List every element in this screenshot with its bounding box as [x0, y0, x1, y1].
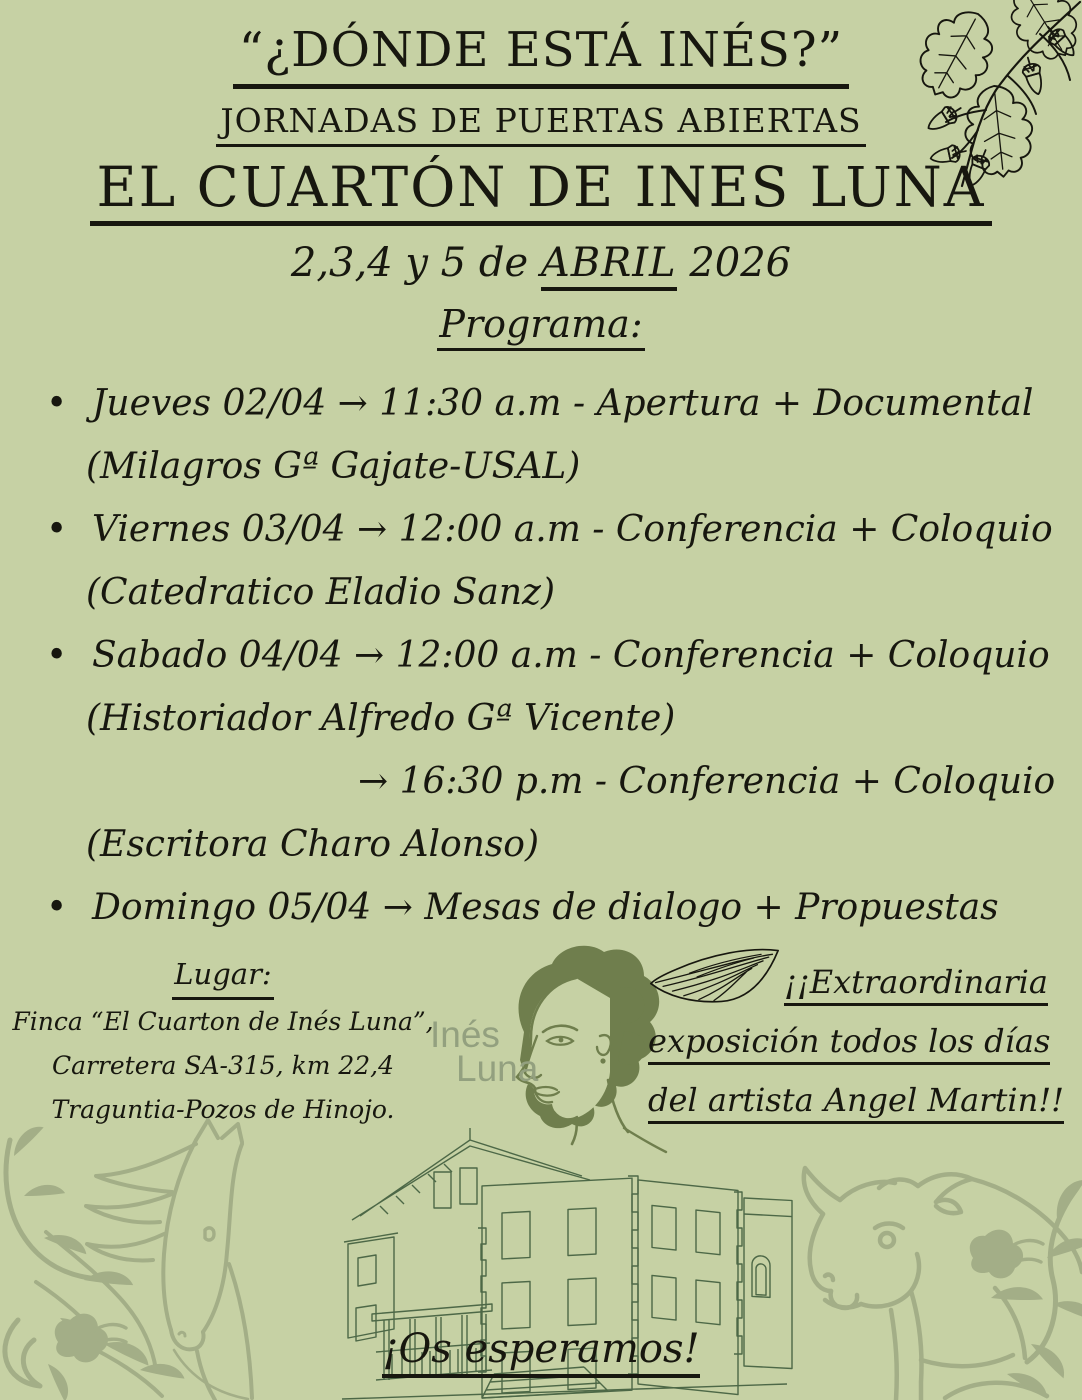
program-item-text: Domingo 05/04 → Mesas de dialogo + Propuestas	[92, 887, 999, 928]
program-item	[40, 498, 1066, 624]
poster-title: “¿DÓNDE ESTÁ INÉS?”	[233, 22, 849, 89]
bullet-dot: •	[46, 635, 68, 676]
program-item-text: Viernes 03/04 → 12:00 a.m - Conferencia + Coloquio	[92, 509, 1053, 550]
date-prefix: 2,3,4 y 5 de	[290, 240, 541, 286]
portrait-name-label	[430, 1014, 539, 1089]
program-list	[40, 372, 1066, 939]
exhibition-line: exposición todos los días	[648, 1022, 1050, 1065]
date-month: ABRIL	[541, 240, 677, 291]
footer	[0, 1326, 1082, 1372]
venue-line: Traguntia-Pozos de Hinojo.	[51, 1095, 395, 1124]
venue-heading: Lugar:	[172, 952, 273, 1000]
program-item-detail: (Historiador Alfredo Gª Vicente)	[86, 698, 676, 739]
program-item	[40, 750, 1066, 876]
program-item	[40, 372, 1066, 498]
exhibition-line: ¡¡Extraordinaria	[784, 963, 1048, 1006]
bullet-dot: •	[46, 383, 68, 424]
main-title: EL CUARTÓN DE INES LUNA	[90, 155, 991, 226]
program-item-text: Jueves 02/04 → 11:30 a.m - Apertura + Documental	[92, 383, 1034, 424]
footer-message: ¡Os esperamos!	[382, 1326, 699, 1378]
portrait-name-line: Inés	[430, 1014, 500, 1055]
program-item-detail: (Escritora Charo Alonso)	[86, 824, 540, 865]
venue-line: Finca “El Cuarton de Inés Luna”,	[12, 1007, 434, 1036]
date-year: 2026	[676, 240, 792, 286]
exhibition-block	[648, 946, 1078, 1124]
poster-subtitle: JORNADAS DE PUERTAS ABIERTAS	[216, 101, 865, 147]
venue-block	[8, 952, 438, 1132]
program-item-text: Sabado 04/04 → 12:00 a.m - Conferencia + Coloquio	[92, 635, 1050, 676]
program-heading: Programa:	[437, 302, 644, 351]
program-item-detail: (Milagros Gª Gajate-USAL)	[86, 446, 581, 487]
bullet-dot: •	[46, 887, 68, 928]
venue-line: Carretera SA-315, km 22,4	[51, 1051, 395, 1080]
portrait-name-line: Luna	[456, 1048, 539, 1089]
header	[0, 22, 1082, 351]
bullet-dot: •	[46, 509, 68, 550]
exhibition-line: del artista Angel Martin!!	[648, 1081, 1064, 1124]
program-item-detail: (Catedratico Eladio Sanz)	[86, 572, 556, 613]
wing-icon	[648, 946, 780, 1006]
date-line	[0, 240, 1082, 286]
program-item-text: → 16:30 p.m - Conferencia + Coloquio	[358, 761, 1056, 802]
program-item	[40, 624, 1066, 750]
program-item	[40, 876, 1066, 939]
